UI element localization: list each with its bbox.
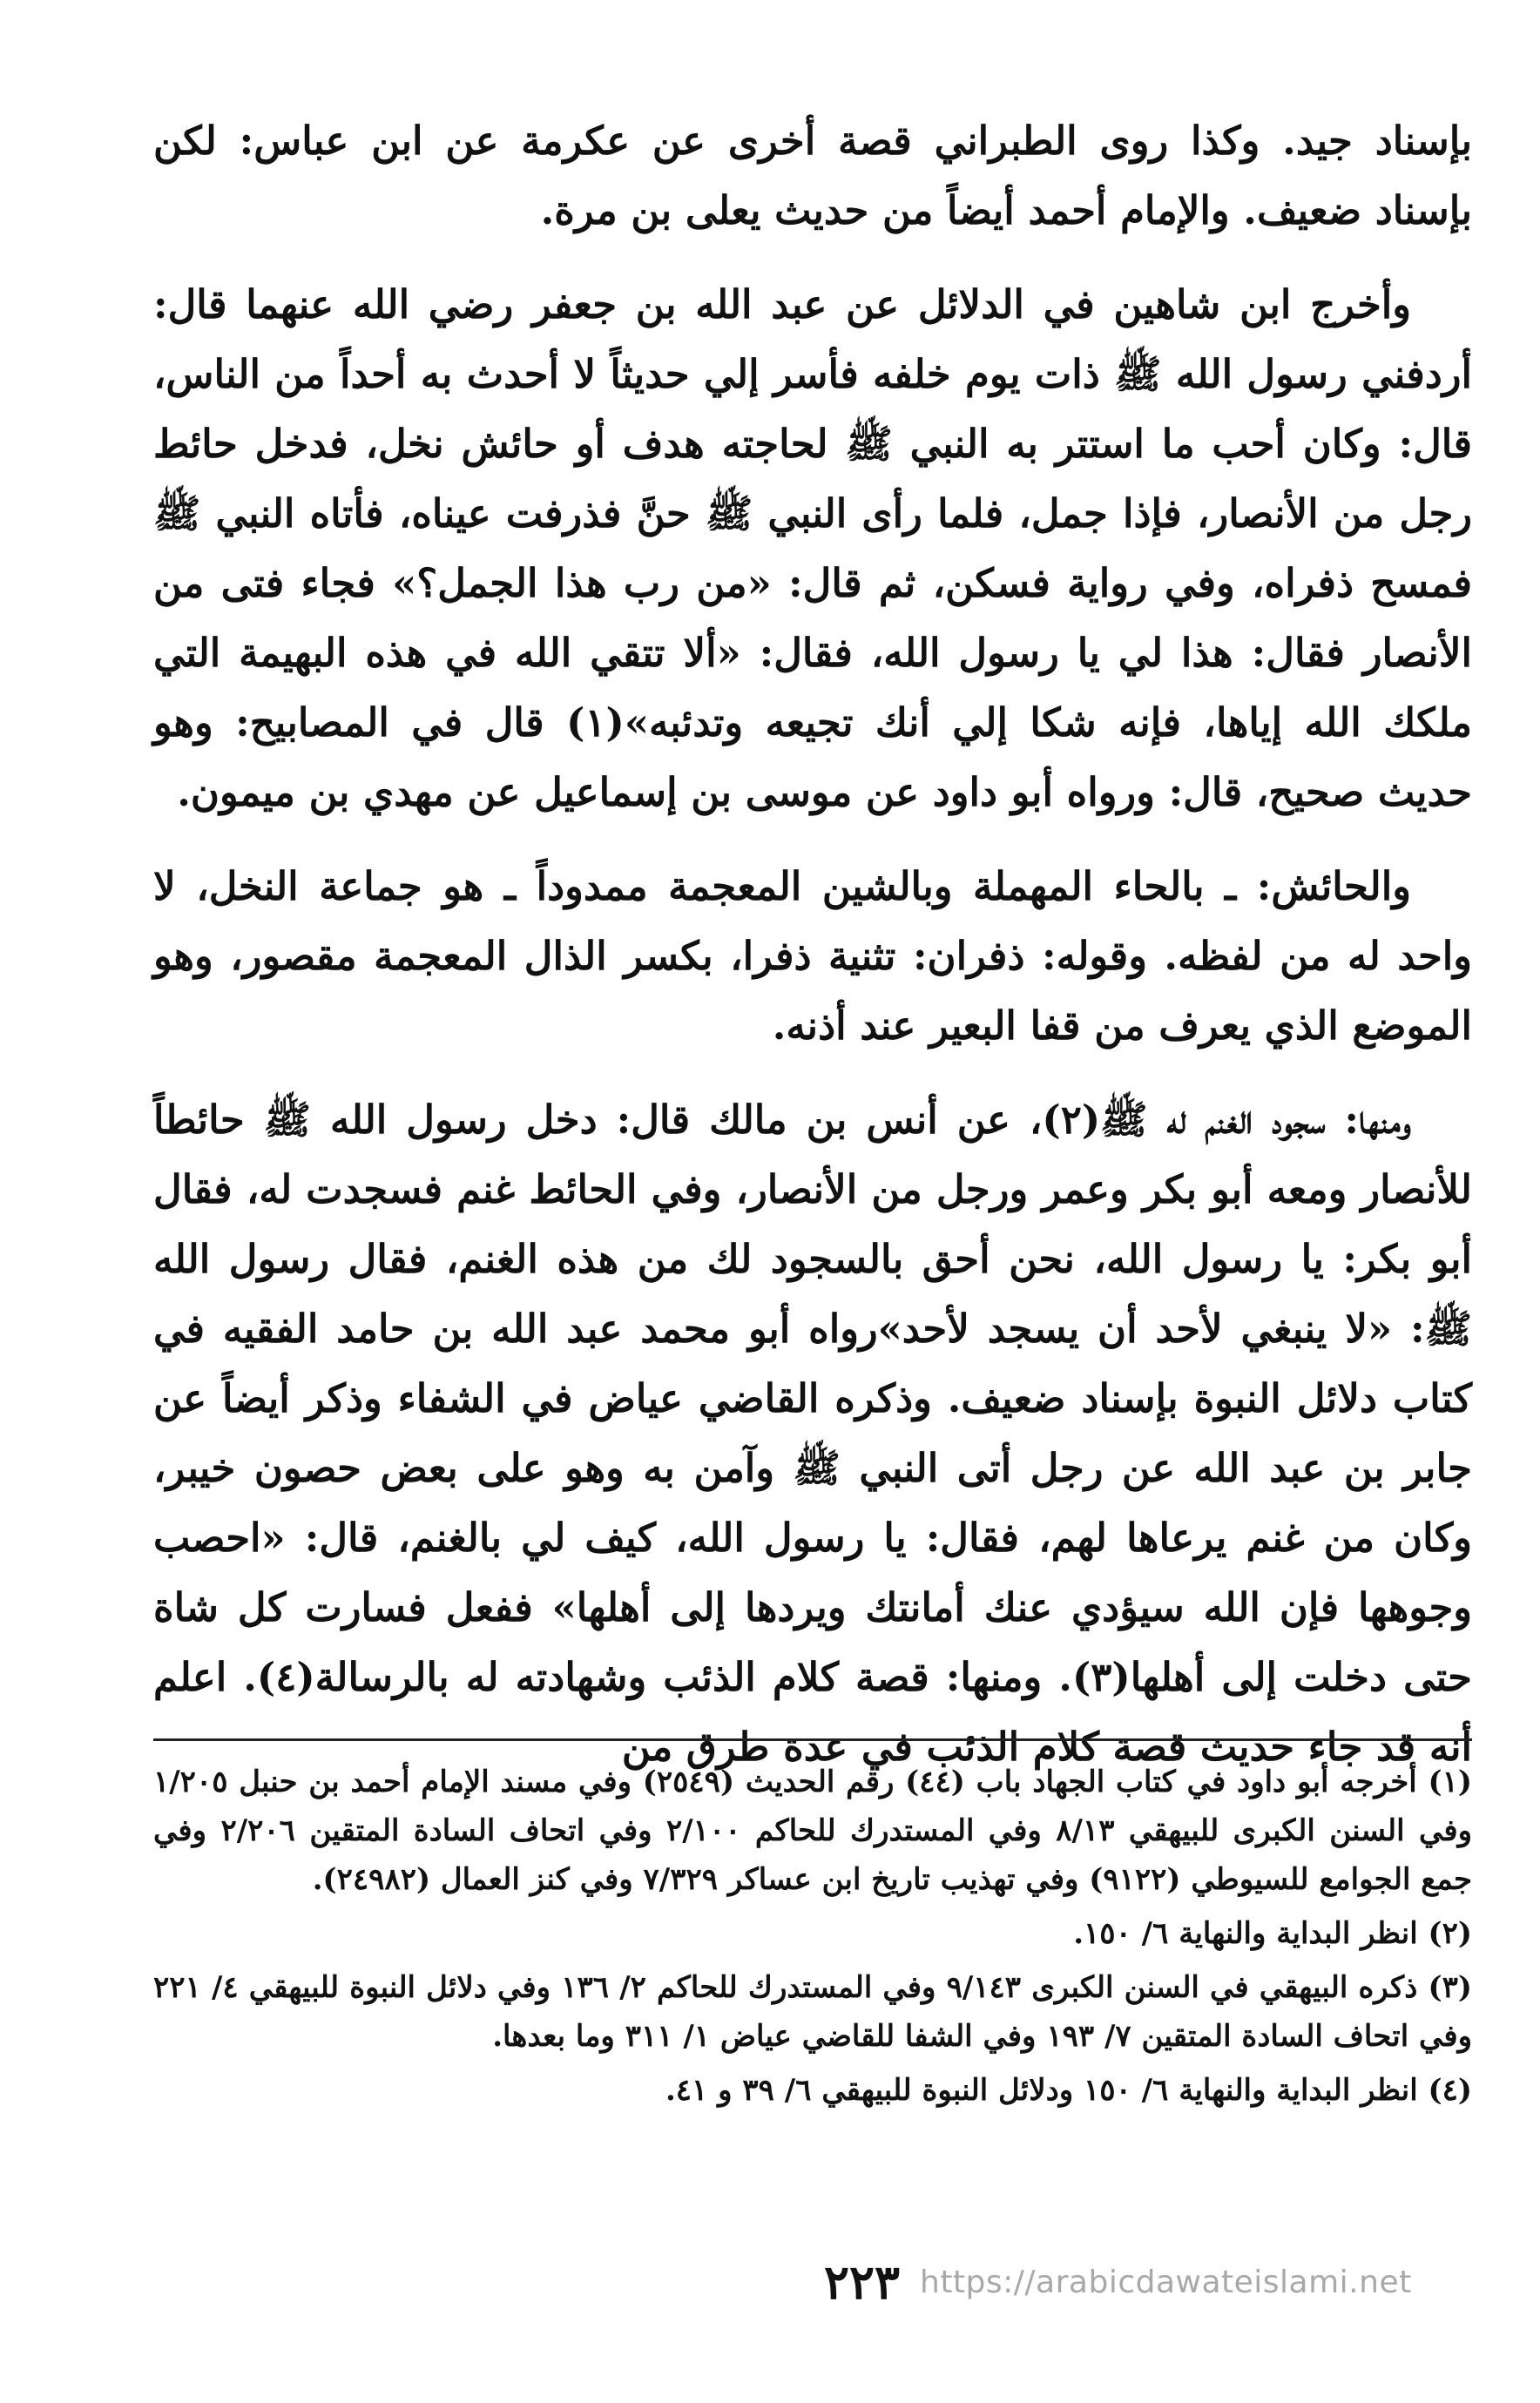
paragraph: وأخرج ابن شاهين في الدلائل عن عبد الله بن جعفر رضي الله عنهما قال: أردفني رسول الله ﷺ ذات يوم خلفه فأسر إلي حديثاً لا أحدث به أحداً من الناس، قال: وكان أحب ما استتر به النبي ﷺ لحاجته هدف أو حائش نخل، فدخل حائط رجل من الأنصار، فإذا جمل، فلما رأى النبي ﷺ حنَّ فذرفت عيناه، فأتاه النبي ﷺ فمسح ذفراه، وفي رواية فسكن، ثم قال: «من رب هذا الجمل؟» فجاء فتى من الأنصار فقال: هذا لي يا رسول الله، فقال: «ألا تتقي الله في هذه البهيمة التي ملكك الله إياها، فإنه شكا إلي أنك تجيعه وتدئبه»(١) قال في المصابيح: وهو حديث صحيح، قال: ورواه أبو داود عن موسى بن إسماعيل عن مهدي بن ميمون. (153, 281, 1472, 815)
page-number: ٢٢٣ (824, 2254, 901, 2310)
watermark-url: https://arabicdawateislami.net (920, 2265, 1412, 2300)
paragraph: والحائش: ـ بالحاء المهملة وبالشين المعجمة ممدوداً ـ هو جماعة النخل، لا واحد له من لفظه. وقوله: ذفران: تثنية ذفرا، بكسر الذال المعجمة مقصور، وهو الموضع الذي يعرف من قفا البعير عند أذنه. (153, 863, 1472, 1049)
footnote: (٤) انظر البداية والنهاية ٦/ ١٥٠ ودلائل النبوة للبيهقي ٦/ ٣٩ و ٤١. (665, 2073, 1472, 2108)
paragraph: ومنها: سجود الغنم له ﷺ(٢)، عن أنس بن مالك قال: دخل رسول الله ﷺ حائطاً للأنصار ومعه أبو بكر وعمر ورجل من الأنصار، وفي الحائط غنم فسجدت له، فقال أبو بكر: يا رسول الله، نحن أحق بالسجود لك من هذه الغنم، فقال رسول الله ﷺ: «لا ينبغي لأحد أن يسجد لأحد»رواه أبو محمد عبد الله بن حامد الفقيه في كتاب دلائل النبوة بإسناد ضعيف. وذكره القاضي عياض في الشفاء وذكر أيضاً عن جابر بن عبد الله عن رجل أتى النبي ﷺ وآمن به وهو على بعض حصون خيبر، وكان من غنم يرعاها لهم، فقال: يا رسول الله، كيف لي بالغنم، قال: «احصب وجوهها فإن الله سيؤدي عنك أمانتك ويردها إلى أهلها» ففعل فسارت كل شاة حتى دخلت إلى أهلها(٣). ومنها: قصة كلام الذئب وشهادته له بالرسالة(٤). اعلم أنه قد جاء حديث قصة كلام الذئب في عدة طرق من (153, 1097, 1472, 1770)
paragraph: بإسناد جيد. وكذا روى الطبراني قصة أخرى عن عكرمة عن ابن عباس: لكن بإسناد ضعيف. والإمام أحمد أيضاً من حديث يعلى بن مرة. (153, 118, 1472, 233)
footnote: (٢) انظر البداية والنهاية ٦/ ١٥٠. (1073, 1916, 1472, 1951)
page-footer (153, 2247, 1472, 2325)
main-text (153, 106, 1472, 1806)
footnote-separator (153, 1738, 1472, 1741)
footnote: (١) أخرجه أبو داود في كتاب الجهاد باب (٤٤) رقم الحديث (٢٥٤٩) وفي مسند الإمام أحمد بن حنبل ١/٢٠٥ وفي السنن الكبرى للبيهقي ٨/١٣ وفي المستدرك للحاكم ٢/١٠٠ وفي اتحاف السادة المتقين ٢/٢٠٦ وفي جمع الجوامع للسيوطي (٩١٢٢) وفي تهذيب تاريخ ابن عساكر ٧/٣٢٩ وفي كنز العمال (٢٤٩٨٢). (153, 1765, 1472, 1897)
footnote: (٣) ذكره البيهقي في السنن الكبرى ٩/١٤٣ وفي المستدرك للحاكم ٢/ ١٣٦ وفي دلائل النبوة للبيهقي ٤/ ٢٢١ وفي اتحاف السادة المتقين ٧/ ١٩٣ وفي الشفا للقاضي عياض ١/ ٣١١ وما بعدها. (153, 1970, 1472, 2054)
footnotes (153, 1758, 1472, 2115)
